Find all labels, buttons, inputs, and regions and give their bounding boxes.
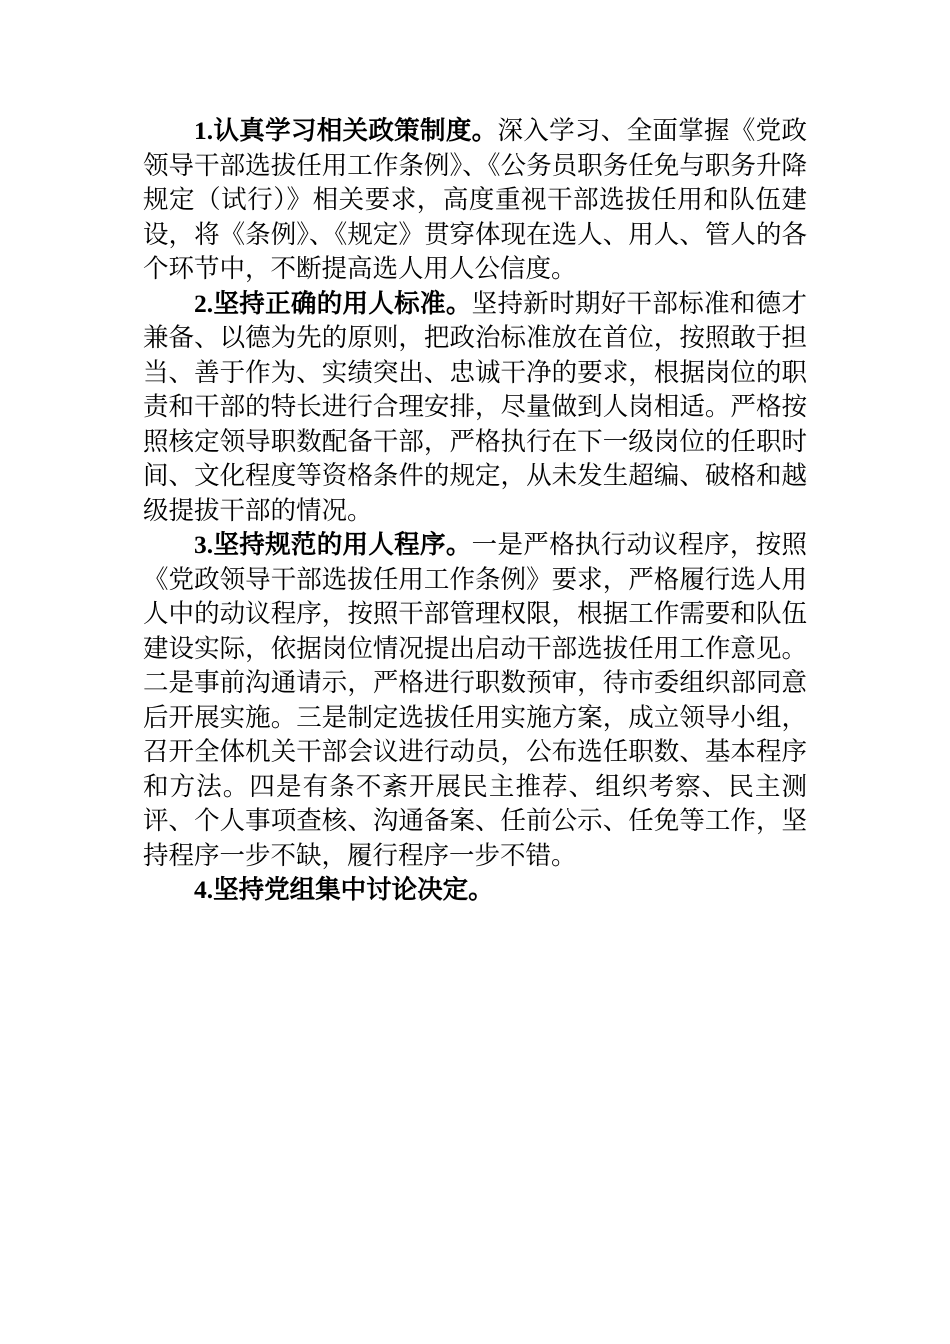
paragraph-2-text: 坚持新时期好干部标准和德才兼备、以德为先的原则，把政治标准放在首位，按照敢于担当、善于作为、实绩突出、忠诚干净的要求，根据岗位的职责和干部的特长进行合理安排，尽量做到人岗相适。严格按照核定领导职数配备干部，严格执行在下一级岗位的任职时间、文化程度等资格条件的规定，从未发生超编、破格和越级提拔干部的情况。 (143, 288, 807, 526)
paragraph-1-number: 1. (194, 116, 214, 145)
paragraph-3 (143, 528, 807, 873)
paragraph-3-heading: 坚持规范的用人程序。 (213, 530, 472, 560)
paragraph-3-number: 3. (194, 530, 214, 559)
paragraph-4-number: 4. (194, 875, 214, 904)
paragraph-4 (143, 873, 807, 908)
paragraph-1-heading: 认真学习相关政策制度。 (213, 116, 498, 146)
paragraph-3-text: 一是严格执行动议程序，按照《党政领导干部选拔任用工作条例》要求，严格履行选人用人中的动议程序，按照干部管理权限，根据工作需要和队伍建设实际，依据岗位情况提出启动干部选拔任用工作意见。二是事前沟通请示，严格进行职数预审，待市委组织部同意后开展实施。三是制定选拔任用实施方案，成立领导小组，召开全体机关干部会议进行动员，公布选任职数、基本程序和方法。四是有条不紊开展民主推荐、组织考察、民主测评、个人事项查核、沟通备案、任前公示、任免等工作，坚持程序一步不缺，履行程序一步不错。 (143, 530, 807, 871)
paragraph-2-number: 2. (194, 288, 214, 318)
document-body (143, 114, 807, 908)
paragraph-1 (143, 114, 807, 287)
paragraph-2-heading: 坚持正确的用人标准。 (213, 288, 472, 319)
paragraph-2 (143, 287, 807, 529)
paragraph-1-text: 深入学习、全面掌握《党政领导干部选拔任用工作条例》、《公务员职务任免与职务升降规定（试行）》相关要求，高度重视干部选拔任用和队伍建设，将《条例》、《规定》贯穿体现在选人、用人、管人的各个环节中，不断提高选人用人公信度。 (143, 116, 807, 284)
paragraph-4-heading: 坚持党组集中讨论决定。 (213, 875, 494, 905)
